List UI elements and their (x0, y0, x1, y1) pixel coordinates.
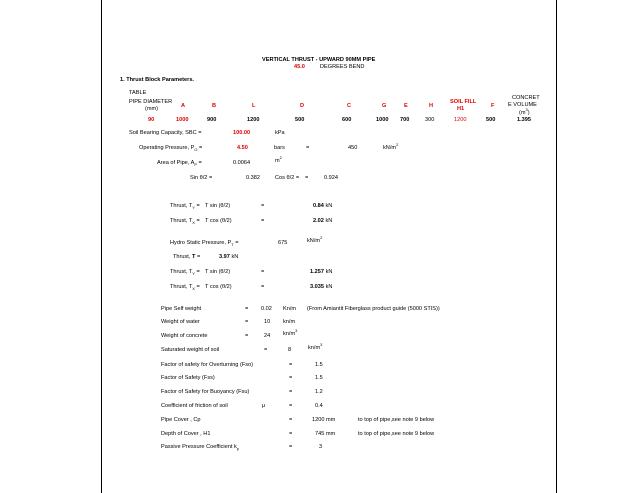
soil-weight-unit: $kn/m^3$ (308, 342, 323, 351)
fsu-value: 1.2 (315, 389, 323, 395)
value-f: 500 (486, 117, 496, 123)
operating-pressure-kn-unit: $kN/m^2$ (383, 142, 399, 151)
operating-pressure-label: Operating Pressure, $P_O$ = (139, 145, 203, 153)
thrust-total-value-line: 3.97 kN (219, 254, 239, 260)
passive-pressure-eq: = (289, 444, 293, 450)
value-e: 700 (400, 117, 410, 123)
friction-label: Coefficient of friction of soil (161, 403, 228, 409)
fso-eq: = (289, 362, 293, 368)
pipe-cover-label: Pipe Cover , Cp (161, 417, 201, 423)
thrust-y-value-line: 0.84 kN (313, 203, 333, 209)
pipe-cover-note: to top of pipe,see note 9 below (358, 417, 435, 423)
pipe-diameter-label: PIPE DIAMETER (129, 99, 173, 105)
thrust-x-value-line: 2.02 kN (313, 218, 333, 224)
operating-pressure-kn: 450 (348, 145, 358, 151)
pipe-self-weight-eq: = (245, 306, 249, 312)
area-value: 0.0064 (233, 160, 251, 166)
pipe-diameter-unit: (mm) (145, 106, 159, 112)
thrust-x2-formula: T cos (θ/2) (205, 284, 232, 290)
value-c: 600 (342, 117, 352, 123)
operating-pressure-value: 4.50 (237, 145, 248, 151)
fss-eq: = (289, 375, 293, 381)
value-l: 1200 (247, 117, 260, 123)
pipe-self-weight-note: (From Amiantit Fiberglass product guide (5000 STIS)) (307, 306, 440, 312)
pipe-self-weight-unit: Kn/m (283, 306, 297, 312)
water-weight-unit: kn/m (283, 319, 296, 325)
concrete-weight-eq: = (245, 333, 249, 339)
sin-value: 0.382 (246, 175, 260, 181)
header-concrete-unit: $(m^3)$ (519, 107, 530, 116)
value-h1: 1200 (454, 117, 467, 123)
hydrostatic-value: 675 (278, 240, 288, 246)
sbc-value: 100.00 (233, 130, 251, 136)
sbc-label: Soil Bearing Capacity, SBC = (129, 130, 202, 136)
value-h: 300 (425, 117, 435, 123)
thrust-y2-eq: = (261, 269, 265, 275)
soil-weight-value: 8 (288, 347, 292, 353)
header-l: L (252, 103, 256, 109)
header-soil-fill: SOIL FILL (450, 99, 477, 105)
fso-label: Factor of safety for Overturning (Fso) (161, 362, 254, 368)
pipe-self-weight-value: 0.02 (261, 306, 272, 312)
soil-weight-label: Saturated weight of soil (161, 347, 220, 353)
thrust-x-formula: T cos (θ/2) (205, 218, 232, 224)
thrust-total-label: Thrust, T = (173, 254, 201, 260)
header-concrete-1: CONCRET (512, 95, 540, 101)
value-g: 1000 (376, 117, 389, 123)
sbc-unit: kPa (275, 130, 285, 136)
water-weight-value: 10 (264, 319, 271, 325)
value-a: 1000 (176, 117, 189, 123)
water-weight-label: Weight of water (161, 319, 200, 325)
header-e: E (404, 103, 408, 109)
concrete-weight-value: 24 (264, 333, 271, 339)
thrust-y-formula: T sin (θ/2) (205, 203, 231, 209)
operating-pressure-unit: bars (274, 145, 285, 151)
header-b: B (212, 103, 217, 109)
table-label: TABLE (129, 90, 147, 96)
passive-pressure-value: 3 (319, 444, 323, 450)
sin-label: Sin θ/2 = (190, 175, 213, 181)
fsu-label: Factor of Safety for Buoyancy (Fsu) (161, 389, 250, 395)
fss-label: Factor of Safety (Fss) (161, 375, 215, 381)
friction-value: 0.4 (315, 403, 323, 409)
header-concrete-2: E VOLUME (508, 102, 537, 108)
value-d: 500 (295, 117, 305, 123)
cos-label: Cos θ/2 = (275, 175, 300, 181)
pipe-cover-eq: = (289, 417, 293, 423)
depth-cover-label: Depth of Cover , H1 (161, 431, 211, 437)
concrete-weight-label: Weight of concrete (161, 333, 208, 339)
value-volume: 1.395 (517, 117, 531, 123)
pipe-cover-value: 1200 mm (312, 417, 336, 423)
operating-pressure-eq: = (306, 145, 310, 151)
cos-eq: = (305, 175, 309, 181)
fso-value: 1.5 (315, 362, 323, 368)
thrust-y-eq: = (261, 203, 265, 209)
section-heading: 1. Thrust Block Parameters. (120, 77, 194, 83)
depth-cover-value: 745 mm (315, 431, 336, 437)
thrust-x2-value-line: 3.035 kN (310, 284, 333, 290)
header-a: A (181, 103, 186, 109)
area-unit: $m^2$ (275, 155, 282, 164)
fsu-eq: = (289, 389, 293, 395)
thrust-y2-formula: T sin (θ/2) (205, 269, 231, 275)
hydrostatic-unit: $kN/m^2$ (307, 235, 323, 244)
worksheet (101, 0, 557, 493)
concrete-weight-unit: $kn/m^3$ (283, 328, 298, 337)
friction-eq: = (289, 403, 293, 409)
depth-cover-eq: = (289, 431, 293, 437)
thrust-x-label: Thrust, $T_X$ = (170, 218, 200, 226)
thrust-y-label: Thrust, $T_Y$ = (170, 203, 200, 211)
friction-mu: μ (262, 403, 266, 409)
depth-cover-note: to top of pipe,see note 9 below (358, 431, 435, 437)
water-weight-eq: = (245, 319, 249, 325)
thrust-x-eq: = (261, 218, 265, 224)
value-b: 900 (207, 117, 217, 123)
header-d: D (300, 103, 305, 109)
header-g: G (382, 103, 387, 109)
thrust-y2-label: Thrust, $T_Y$ = (170, 269, 200, 277)
cos-value: 0.924 (324, 175, 338, 181)
bend-angle: 45.0 (294, 64, 305, 70)
header-f: F (491, 103, 495, 109)
thrust-x2-label: Thrust, $T_X$ = (170, 284, 200, 292)
bend-label: DEGREES BEND (320, 64, 365, 70)
thrust-y2-value-line: 1.257 kN (310, 269, 333, 275)
fss-value: 1.5 (315, 375, 323, 381)
pipe-self-weight-label: Pipe Self weight (161, 306, 202, 312)
header-c: C (347, 103, 352, 109)
passive-pressure-label: Passive Pressure Coefficient $k_p$ (161, 444, 239, 452)
header-h: H (429, 103, 434, 109)
area-label: Area of Pipe, $A_P$ = (157, 160, 202, 168)
header-h1: H1 (457, 106, 465, 112)
value-diameter: 90 (148, 117, 155, 123)
worksheet-title: VERTICAL THRUST - UPWARD 90MM PIPE (262, 57, 376, 63)
thrust-x2-eq: = (261, 284, 265, 290)
soil-weight-eq: = (264, 347, 268, 353)
hydrostatic-label: Hydro Static Pressure, $P_T$ = (170, 240, 239, 248)
